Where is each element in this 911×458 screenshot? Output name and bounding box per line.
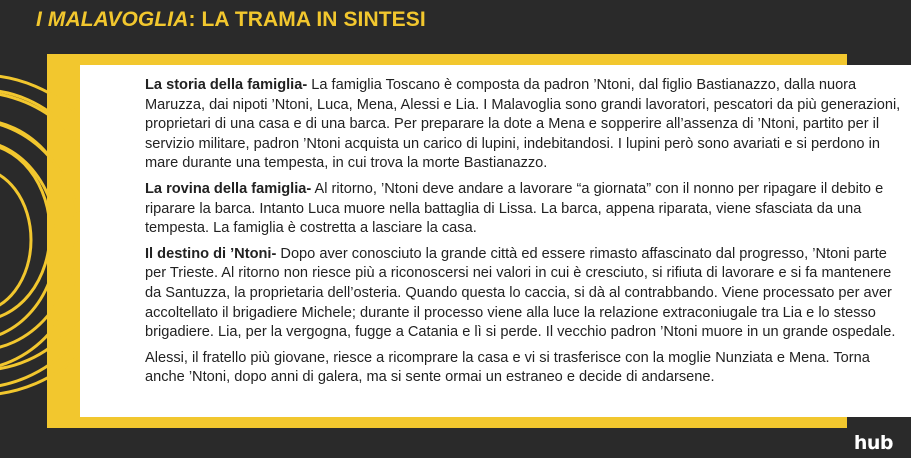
paragraph-family-ruin [145, 180, 905, 239]
summary-text [145, 76, 905, 394]
paragraph-heading: La rovina della famiglia- [145, 180, 312, 197]
paragraph-body: Dopo aver conosciuto la grande città ed essere rimasto affascinato dal progresso, ’Ntoni parte per Trieste. Al ritorno non riesce più a riconoscersi nei valori in cui è cresciuto, si rifiuta di lavorare e si fa mantenere da Santuzza, la proprietaria dell’osteria. Quando questa lo caccia, si dà al contrabbando. Viene processato per aver accoltellato il brigadiere Michele; durante il processo viene alla luce la relazione extraconiugale tra Lia e lo stesso brigadiere. Lia, per la vergogna, fugge a Catania e lì si perde. Il vecchio padron ’Ntoni muore in un grande ospedale. [145, 245, 896, 341]
page-title-italic: I MALAVOGLIA [36, 8, 189, 31]
paragraph-body: Alessi, il fratello più giovane, riesce a ricomprare la casa e vi si trasferisce con la moglie Nunziata e Mena. Torna anche ’Ntoni, dopo anni di galera, ma si sente ormai un estraneo e decide di andarsene. [145, 349, 870, 386]
paragraph-heading: Il destino di ’Ntoni- [145, 245, 277, 262]
paragraph-ntoni-fate [145, 245, 905, 343]
page-title [36, 8, 426, 32]
paragraph-body: La famiglia Toscano è composta da padron ’Ntoni, dal figlio Bastianazzo, dalla nuora Maruzza, dai nipoti ’Ntoni, Luca, Mena, Alessi e Lia. I Malavoglia sono grandi lavoratori, pescatori da più generazioni, proprietari di una casa e di una barca. Per preparare la dote a Mena e sopperire all’assenza di ’Ntoni, partito per il servizio militare, padron ’Ntoni acquista un carico di lupini, indebitandosi. I lupini però sono avariati e si perdono in mare durante una tempesta, in cui trova la morte Bastianazzo. [145, 77, 901, 172]
paragraph-heading: La storia della famiglia- [145, 77, 308, 93]
paragraph-ending [145, 349, 905, 388]
paragraph-family-story [145, 76, 905, 174]
paragraph-body: Al ritorno, ’Ntoni deve andare a lavorare “a giornata” con il nonno per ripagare il debito e riparare la barca. Intanto Luca muore nella battaglia di Lissa. La barca, appena riparata, viene sfasciata da una tempesta. La famiglia è costretta a lasciare la casa. [145, 180, 884, 237]
page-title-rest: : LA TRAMA IN SINTESI [188, 8, 426, 31]
hub-logo: hub [853, 432, 893, 454]
